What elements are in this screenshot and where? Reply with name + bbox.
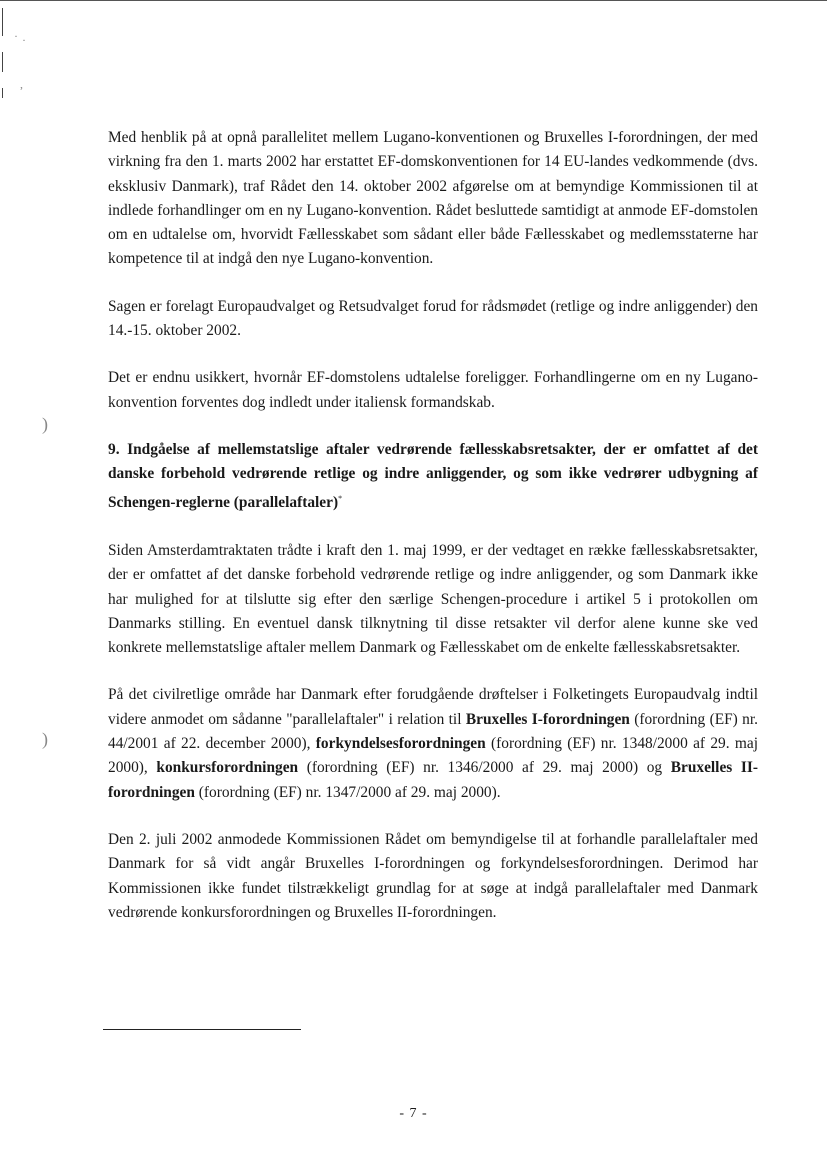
regulation-insolvency: konkursforordningen — [156, 759, 299, 777]
scan-left-mark — [2, 52, 3, 72]
scan-speck: ) — [42, 729, 48, 749]
text-run: (forordning (EF) nr. 1348/2000 af 29. maj 2000), — [108, 735, 758, 777]
regulation-brussels-i: Bruxelles I-forordningen — [465, 710, 630, 728]
scan-speck: · — [14, 29, 18, 43]
text-run: (forordning (EF) nr. 1346/2000 af 29. maj 2000) og — [298, 759, 671, 777]
scan-left-mark — [2, 88, 3, 98]
paragraph-commission-request: Den 2. juli 2002 anmodede Kommissionen Rådet om bemyndigelse til at forhandle parallelaftaler med Danmark for så vidt angår Bruxelles I-forordningen og forkyndelsesforordningen. Derimod har Kommissionen ikke fundet tilstrækkeligt grundlag for at søge at indgå parallelaftaler med Danmark vedrørende konkursforordningen og Bruxelles II-forordningen. — [108, 830, 758, 921]
section-heading — [108, 438, 758, 515]
paragraph-parallel-agreements — [108, 683, 758, 804]
scan-speck: · — [22, 33, 26, 47]
footnote-separator — [103, 1029, 301, 1030]
paragraph-amsterdam-treaty: Siden Amsterdamtraktaten trådte i kraft den 1. maj 1999, er der vedtaget en række fællesskabsretsakter, der er omfattet af det danske forbehold vedrørende retlige og indre anliggender, og som Danmark ikke har mulighed for at tilslutte sig efter den særlige Schengen-procedure i artikel 5 i protokollen om Danmarks stilling. En eventuel dansk tilknytning til disse retsakter vil derfor alene kunne ske ved konkrete mellemstatslige aftaler mellem Danmark og Fællesskabet om de enkelte fællesskabsretsakter. — [108, 541, 758, 657]
scan-speck: , — [20, 77, 23, 91]
scan-top-edge — [0, 0, 827, 1]
page-number: - 7 - — [399, 1106, 428, 1121]
footnote-marker: * — [338, 493, 343, 503]
text-run: (forordning (EF) nr. 44/2001 af 22. december 2000), — [108, 710, 758, 753]
paragraph-lugano-mandate: Med henblik på at opnå parallelitet mellem Lugano-konventionen og Bruxelles I-forordningen, der med virkning fra den 1. marts 2002 har erstattet EF-domskonventionen for 14 EU-landes vedkommende (dvs. eksklusiv Danmark), traf Rådet den 14. oktober 2002 afgørelse om at bemyndige Kommissionen til at indlede forhandlinger om en ny Lugano-konvention. Rådet besluttede samtidigt at anmode EF-domstolen om en udtalelse om, hvorvidt Fællesskabet som sådant eller både Fællesskabet og medlemsstaterne har kompetence til at indgå den nye Lugano-konvention. — [108, 129, 758, 268]
section-heading-text: 9. Indgåelse af mellemstatslige aftaler vedrørende fællesskabsretsakter, der er omfattet af det danske forbehold vedrørende retlige og indre anliggender, og som ikke vedrører udbygning af Schengen-reglerne (parallelaftaler) — [108, 440, 758, 511]
paragraph-negotiation-timing: Det er endnu usikkert, hvornår EF-domstolens udtalelse foreligger. Forhandlingerne om en ny Lugano-konvention forventes dog indledt under italiensk formandskab. — [108, 369, 758, 411]
regulation-service: forkyndelsesforordningen — [315, 735, 486, 753]
scan-left-mark — [2, 8, 3, 36]
text-run: (forordning (EF) nr. 1347/2000 af 29. maj 2000). — [194, 783, 501, 801]
regulation-brussels-ii: Bruxelles II-forordningen — [108, 759, 759, 801]
scan-speck: ) — [42, 414, 48, 434]
document-body — [108, 126, 758, 925]
paragraph-council-meeting: Sagen er forelagt Europaudvalget og Retsudvalget forud for rådsmødet (retlige og indre anliggender) den 14.-15. oktober 2002. — [108, 297, 758, 340]
text-run: På det civilretlige område har Danmark efter forudgående drøftelser i Folketingets Europaudvalg indtil videre anmodet om sådanne "parallelaftaler" i relation til — [108, 686, 758, 728]
